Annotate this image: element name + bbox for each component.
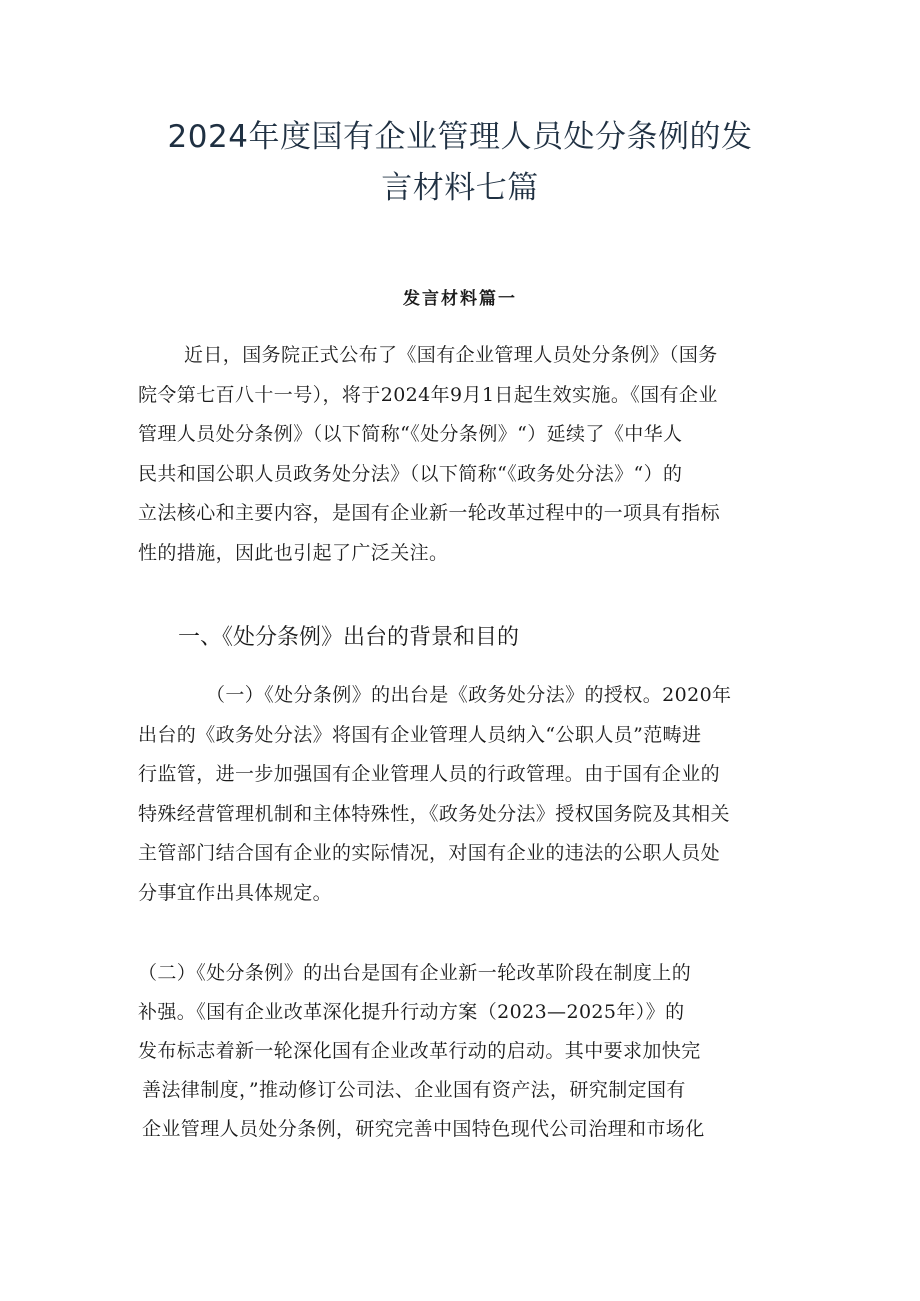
subsection-1-paragraph [138, 676, 788, 913]
section-title: 发言材料篇一 [403, 289, 517, 309]
subsection-2-paragraph [138, 954, 788, 1149]
paragraph-line: 特殊经营管理机制和主体特殊性，《政务处分法》授权国务院及其相关 [138, 802, 730, 825]
paragraph-line: 主管部门结合国有企业的实际情况，对国有企业的违法的公职人员处 [138, 842, 721, 864]
paragraph-line: 立法核心和主要内容，是国有企业新一轮改革过程中的一项具有指标 [138, 502, 721, 524]
document-title [120, 112, 800, 214]
paragraph-line: 管理人员处分条例》（以下简称“《处分条例》“）延续了《中华人 [138, 423, 683, 445]
paragraph-line: 善法律制度，”推动修订公司法、企业国有资产法，研究制定国有 [142, 1079, 686, 1101]
paragraph-line: 补强。《国有企业改革深化提升行动方案（2023—2025年）》的 [138, 1001, 685, 1023]
title-line: 言材料七篇 [381, 170, 539, 206]
paragraph-line: 民共和国公职人员政务处分法》（以下简称“《政务处分法》“）的 [138, 462, 683, 485]
paragraph-line: 院令第七百八十一号），将于2024年9月1日起生效实施。《国有企业 [138, 383, 718, 406]
paragraph-line: 性的措施，因此也引起了广泛关注。 [138, 541, 449, 564]
paragraph-line: 出台的《政务处分法》将国有企业管理人员纳入“公职人员”范畴进 [138, 723, 702, 746]
title-line: 2024年度国有企业管理人员处分条例的发 [167, 119, 753, 155]
heading-background: 一、《处分条例》出台的背景和目的 [178, 625, 520, 650]
intro-paragraph [138, 336, 788, 573]
paragraph-line: 行监管，进一步加强国有企业管理人员的行政管理。由于国有企业的 [138, 763, 721, 785]
paragraph-line: （二）《处分条例》的出台是国有企业新一轮改革阶段在制度上的 [138, 962, 692, 984]
paragraph-line: 近日，国务院正式公布了《国有企业管理人员处分条例》（国务 [184, 344, 718, 366]
paragraph-line: 企业管理人员处分条例，研究完善中国特色现代公司治理和市场化 [142, 1118, 705, 1140]
paragraph-line: （一）《处分条例》的出台是《政务处分法》的授权。2020年 [206, 684, 732, 706]
paragraph-line: 分事宜作出具体规定。 [138, 881, 333, 904]
paragraph-line: 发布标志着新一轮深化国有企业改革行动的启动。其中要求加快完 [138, 1040, 701, 1062]
